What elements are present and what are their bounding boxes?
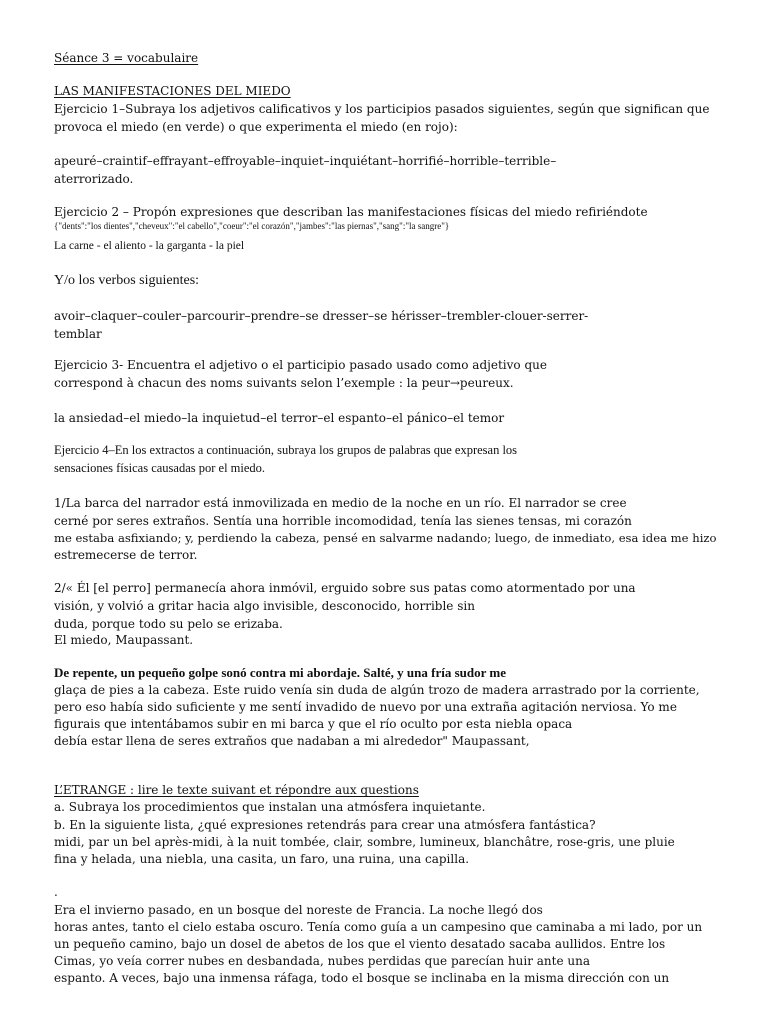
exercise-1-words-cont: aterrorizado. (54, 172, 134, 186)
separator-dot: . (54, 885, 58, 899)
extract-3-line: glaça de pies a la cabeza. Este ruido venía sin duda de algún trozo de madera arrastrado por la corriente, (54, 683, 700, 697)
session-title: Séance 3 = vocabulaire (54, 51, 199, 65)
exercise-2-verbs-intro: Y/o los verbos siguientes: (54, 273, 200, 288)
exercise-1-instruction: Ejercicio 1–Subraya los adjetivos calificativos y los participios pasados siguientes, según que significan que (54, 102, 710, 116)
exercise-3-instruction-cont: correspond à chacun des noms suivants selon l’exemple : la peur→peureux. (54, 376, 514, 390)
extract-2-line: duda, porque todo su pelo se erizaba. (54, 617, 283, 631)
exercise-3-instruction: Ejercicio 3- Encuentra el adjetivo o el participio pasado usado como adjetivo que (54, 358, 547, 372)
exercise-2-vocab-json: {"dents":"los dientes","cheveux":"el cabello","coeur":"el corazón","jambes":"las piernas","sang":"la sangre"} (54, 221, 450, 231)
question-b: b. En la siguiente lista, ¿qué expresiones retendrás para crear una atmósfera fantástica? (54, 818, 596, 832)
exercise-4-instruction: Ejercicio 4–En los extractos a continuación, subraya los grupos de palabras que expresan los (54, 443, 518, 457)
story-line: horas antes, tanto el cielo estaba oscuro. Tenía como guía a un campesino que caminaba a mi lado, por un (54, 920, 703, 934)
exercise-2-body-parts: La carne - el aliento - la garganta - la piel (54, 240, 245, 252)
extract-2-source: El miedo, Maupassant. (54, 633, 194, 647)
section-heading-strange: L’ETRANGE : lire le texte suivant et répondre aux questions (54, 783, 419, 797)
story-line: un pequeño camino, bajo un dosel de abetos de los que el viento desatado sacaba aullidos. Entre los (54, 937, 666, 951)
extract-3-line: figurais que intentábamos subir en mi barca y que el río oculto por esta niebla opaca (54, 717, 573, 731)
extract-1-line: cerné por seres extraños. Sentía una horrible incomodidad, tenía las sienes tensas, mi corazón (54, 514, 632, 528)
extract-3-bold-line: De repente, un pequeño golpe sonó contra mi abordaje. Salté, y una fría sudor me (54, 665, 506, 680)
exercise-1-instruction-cont: provoca el miedo (en verde) o que experimenta el miedo (en rojo): (54, 120, 458, 134)
extract-1-line: me estaba asfixiando; y, perdiendo la cabeza, pensé en salvarme nadando; luego, de inmediato, esa idea me hizo (54, 531, 717, 545)
extract-1-line: estremecerse de terror. (54, 548, 198, 562)
question-a: a. Subraya los procedimientos que instalan una atmósfera inquietante. (54, 800, 486, 814)
exercise-2-instruction: Ejercicio 2 – Propón expresiones que describan las manifestaciones físicas del miedo refiriéndote (54, 205, 648, 219)
extract-2-line: 2/« Él [el perro] permanecía ahora inmóvil, erguido sobre sus patas como atormentado por una (54, 581, 636, 595)
section-heading-fear: LAS MANIFESTACIONES DEL MIEDO (54, 84, 291, 98)
extract-3-line: pero eso había sido suficiente y me sentí invadido de nuevo por una extraña agitación nerviosa. Yo me (54, 700, 677, 714)
extract-3-line: debía estar llena de seres extraños que nadaban a mi alrededor" Maupassant, (54, 734, 530, 748)
expression-list-cont: fina y helada, una niebla, una casita, un faro, una ruina, una capilla. (54, 852, 470, 866)
exercise-4-instruction-cont: sensaciones físicas causadas por el miedo. (54, 461, 266, 475)
expression-list: midi, par un bel après-midi, à la nuit tombée, clair, sombre, lumineux, blanchâtre, rose-gris, une pluie (54, 835, 675, 849)
extract-1-line: 1/La barca del narrador está inmovilizada en medio de la noche en un río. El narrador se cree (54, 496, 627, 510)
story-line: Cimas, yo veía correr nubes en desbandada, nubes perdidas que parecían huir ante una (54, 954, 590, 968)
extract-2-line: visión, y volvió a gritar hacia algo invisible, desconocido, horrible sin (54, 599, 475, 613)
exercise-2-verbs-cont: temblar (54, 327, 102, 341)
exercise-1-words: apeuré–craintif–effrayant–effroyable–inquiet–inquiétant–horrifié–horrible–terrible– (54, 154, 557, 168)
exercise-2-verbs: avoir–claquer–couler–parcourir–prendre–se dresser–se hérisser–trembler-clouer-serrer- (54, 309, 589, 323)
exercise-3-nouns: la ansiedad–el miedo–la inquietud–el terror–el espanto–el pánico–el temor (54, 411, 505, 425)
story-line: Era el invierno pasado, en un bosque del noreste de Francia. La noche llegó dos (54, 903, 543, 917)
story-line: espanto. A veces, bajo una inmensa ráfaga, todo el bosque se inclinaba en la misma dirección con un (54, 971, 670, 985)
